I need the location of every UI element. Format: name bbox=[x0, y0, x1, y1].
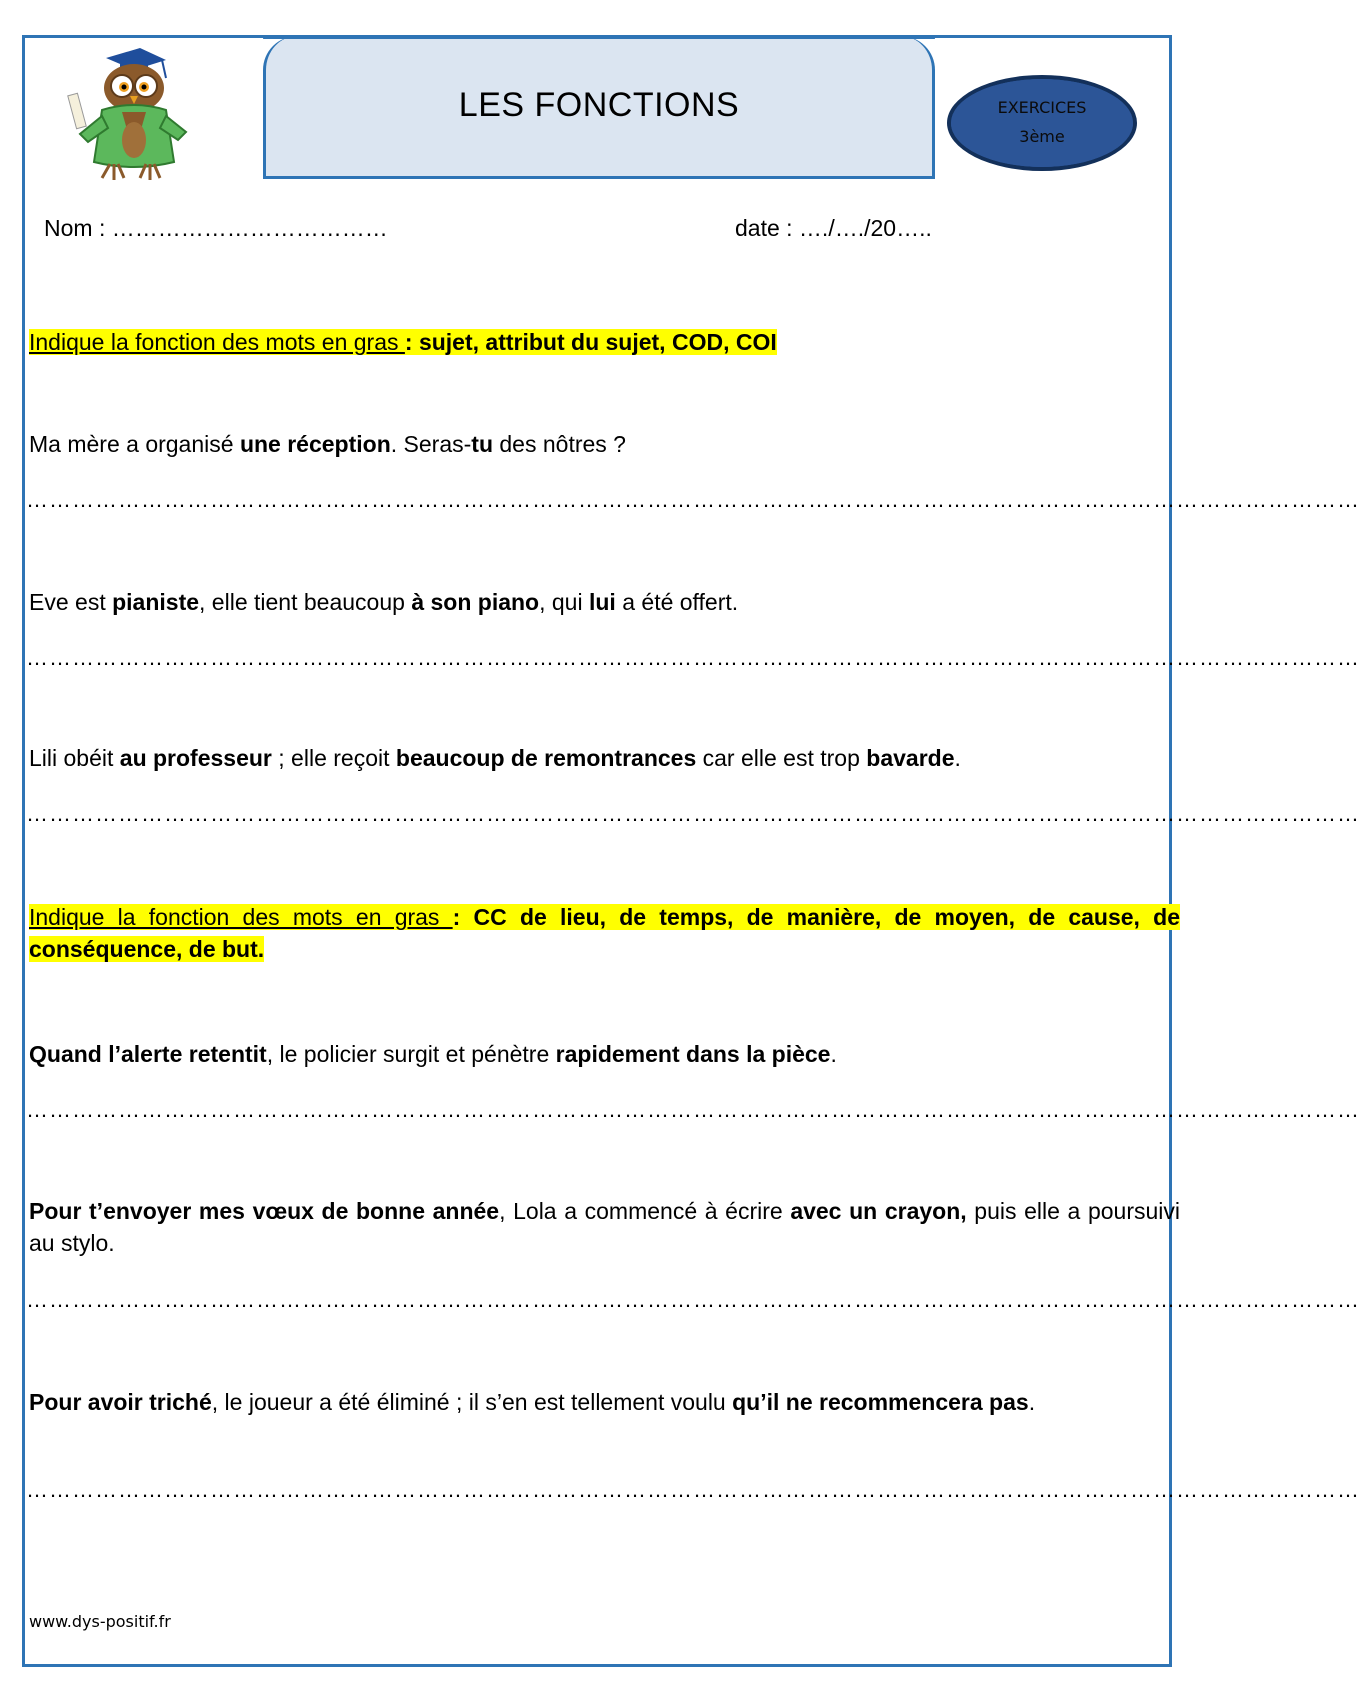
date-field-label: date : …./…./20….. bbox=[735, 215, 932, 241]
page-frame bbox=[22, 35, 1172, 1667]
instruction-underlined: Indique la fonction des mots en gras bbox=[29, 904, 453, 930]
name-field-label: Nom : ……………………………… bbox=[44, 215, 388, 241]
answer-line[interactable]: ………………………………………………………………………………………………………………………………………………………… bbox=[26, 645, 1360, 670]
instruction-underlined: Indique la fonction des mots en gras bbox=[29, 329, 405, 355]
sentence-1: Ma mère a organisé une réception. Seras-tu des nôtres ? bbox=[29, 431, 626, 457]
sentence-6: Pour avoir triché, le joueur a été éliminé ; il s’en est tellement voulu qu’il ne recommencera pas. bbox=[29, 1389, 1036, 1415]
instruction-bold: : CC de lieu, de temps, de manière, de moyen, de cause, de conséquence, de but. bbox=[29, 904, 1180, 962]
instruction-bold: : sujet, attribut du sujet, COD, COI bbox=[404, 329, 777, 355]
page-title: LES FONCTIONS bbox=[458, 86, 740, 124]
level-badge bbox=[947, 75, 1137, 171]
title-banner bbox=[263, 36, 935, 179]
section1-instruction bbox=[29, 326, 777, 358]
footer-url: www.dys-positif.fr bbox=[29, 1612, 171, 1631]
sentence-3: Lili obéit au professeur ; elle reçoit beaucoup de remontrances car elle est trop bavarde. bbox=[29, 745, 961, 771]
answer-line[interactable]: ………………………………………………………………………………………………………………………………………………………… bbox=[26, 1287, 1360, 1312]
section2-instruction bbox=[29, 901, 1180, 965]
answer-line[interactable]: ………………………………………………………………………………………………………………………………………………………… bbox=[26, 487, 1360, 512]
answer-line[interactable]: ………………………………………………………………………………………………………………………………………………………… bbox=[26, 801, 1360, 826]
answer-line[interactable]: ………………………………………………………………………………………………………………………………………………………… bbox=[26, 1097, 1360, 1122]
sentence-4: Quand l’alerte retentit, le policier surgit et pénètre rapidement dans la pièce. bbox=[29, 1041, 837, 1067]
badge-level: 3ème bbox=[1019, 127, 1065, 146]
badge-label: EXERCICES bbox=[997, 98, 1087, 117]
sentence-5: Pour t’envoyer mes vœux de bonne année, Lola a commencé à écrire avec un crayon, puis elle a poursuivi au stylo. bbox=[29, 1198, 1180, 1256]
answer-line[interactable]: ………………………………………………………………………………………………………………………………………………………… bbox=[26, 1477, 1360, 1502]
sentence-2: Eve est pianiste, elle tient beaucoup à son piano, qui lui a été offert. bbox=[29, 589, 739, 615]
owl-graduate-icon bbox=[62, 44, 192, 184]
